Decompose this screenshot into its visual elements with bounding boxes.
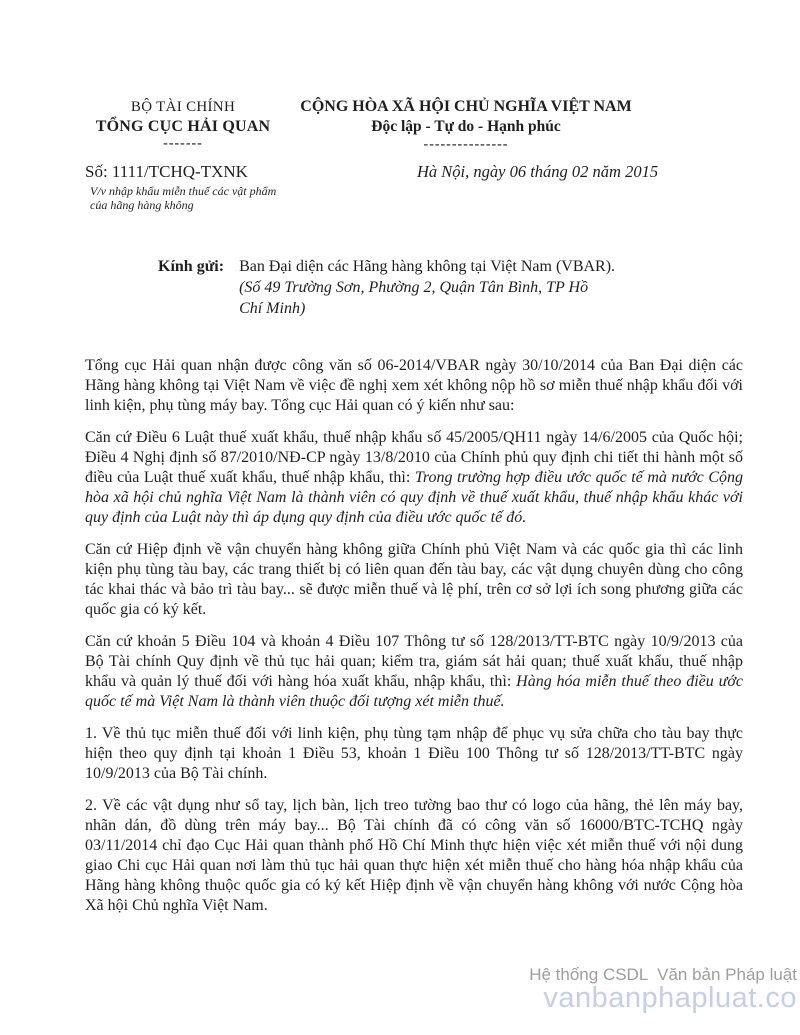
national-title: CỘNG HÒA XÃ HỘI CHỦ NGHĨA VIỆT NAM (300, 98, 632, 115)
body-paragraph (85, 540, 743, 620)
site-watermark (529, 966, 797, 1013)
body-paragraph (85, 428, 743, 528)
recipient-label: Kính gửi: (158, 258, 225, 275)
watermark-site-name: vanbanphapluat.co (543, 982, 797, 1014)
national-motto-block (300, 97, 632, 153)
paragraph-segment: Căn cứ Điều 6 Luật thuế xuất khẩu, thuế nhập khẩu số 45/2005/QH11 ngày 14/6/2005 của Quốc hội; Điều 4 Nghị định số 87/2010/NĐ-CP ngày 13/8/2010 của Chính phủ quy định chi tiết thi hành một số điều của Luật thuế xuất khẩu, thuế nhập khẩu, thì: (85, 429, 743, 486)
body-paragraph (85, 796, 743, 916)
org-name: TỔNG CỤC HẢI QUAN (95, 118, 271, 135)
paragraph-segment-italic: Trong trường hợp điều ước quốc tế mà nước Cộng hòa xã hội chủ nghĩa Việt Nam là thành viên có quy định về thuế xuất khẩu, thuế nhập khẩu khác với quy định của Luật này thì áp dụng quy định của điều ước quốc tế đó. (85, 469, 744, 526)
document-number: Số: 1111/TCHQ-TXNK (85, 162, 248, 181)
paragraph-segment: Căn cứ Hiệp định về vận chuyển hàng không giữa Chính phủ Việt Nam và các quốc gia thì các linh kiện phụ tùng tàu bay, các trang thiết bị có liên quan đến tàu bay, các vật dụng chuyên dùng cho công tác khai thác và bảo trì tàu bay... sẽ được miễn thuế và lệ phí, trên cơ sở lợi ích song phương giữa các quốc gia có ký kết. (85, 541, 743, 618)
body-paragraph (85, 724, 743, 784)
body-paragraph (85, 632, 743, 712)
body-paragraphs (85, 356, 743, 928)
recipient-name: Ban Đại diện các Hãng hàng không tại Việt Nam (VBAR). (239, 258, 616, 275)
paragraph-segment: 1. Về thủ tục miễn thuế đối với linh kiện, phụ tùng tạm nhập để phục vụ sửa chữa cho tàu bay thực hiện theo quy định tại khoản 1 Điều 53, khoản 1 Điều 100 Thông tư số 128/2013/TT-BTC ngày 10/9/2013 của Bộ Tài chính. (85, 725, 743, 782)
paragraph-segment: Căn cứ khoản 5 Điều 104 và khoản 4 Điều 107 Thông tư số 128/2013/TT-BTC ngày 10/9/2013 của Bộ Tài chính Quy định về thủ tục hải quan; kiểm tra, giám sát hải quan; thuế xuất khẩu, thuế nhập khẩu và quản lý thuế đối với hàng hóa xuất khẩu, nhập khẩu, thì: (85, 633, 743, 690)
document-subject: V/v nhập khẩu miễn thuế các vật phẩm của hãng hàng không (90, 184, 277, 212)
org-parent-name: BỘ TÀI CHÍNH (130, 99, 236, 115)
recipient-address: (Số 49 Trường Sơn, Phường 2, Quận Tân Bình, TP Hồ Chí Minh) (239, 279, 589, 317)
recipient-details (239, 256, 615, 319)
paragraph-segment: 2. Về các vật dụng như sổ tay, lịch bàn, lịch treo tường bao thư có logo của hãng, thẻ lên máy bay, nhãn dán, đồ dùng trên máy bay... Bộ Tài chính đã có công văn số 16000/BTC-TCHQ ngày 03/11/2014 chỉ đạo Cục Hải quan thành phố Hồ Chí Minh thực hiện việc xét miễn thuế với nội dung giao Chi cục Hải quan nơi làm thủ tục hải quan thực hiện xét miễn thuế cho hàng hóa nhập khẩu của Hãng hàng không thuộc quốc gia có ký kết Hiệp định về vận chuyển hàng không với nước Cộng hòa Xã hội Chủ nghĩa Việt Nam. (85, 797, 743, 914)
recipient-block (158, 256, 615, 319)
issuing-org-block (63, 98, 303, 152)
place-and-date: Hà Nội, ngày 06 tháng 02 năm 2015 (417, 162, 659, 181)
org-divider: ------- (163, 136, 203, 151)
watermark-system-label: Hệ thống CSDL Văn bản Pháp luật (529, 965, 797, 984)
paragraph-segment-italic: Hàng hóa miễn thuế theo điều ước quốc tế mà Việt Nam là thành viên thuộc đối tượng xét miễn thuế. (85, 673, 743, 710)
paragraph-segment: Tổng cục Hải quan nhận được công văn số 06-2014/VBAR ngày 30/10/2014 của Ban Đại diện các Hãng hàng không tại Việt Nam về việc đề nghị xem xét không nộp hồ sơ miễn thuế nhập khẩu đối với linh kiện, phụ tùng máy bay. Tổng cục Hải quan có ý kiến như sau: (85, 357, 743, 414)
body-paragraph (85, 356, 743, 416)
motto-divider: --------------- (423, 137, 509, 152)
national-motto: Độc lập - Tự do - Hạnh phúc (371, 118, 561, 135)
